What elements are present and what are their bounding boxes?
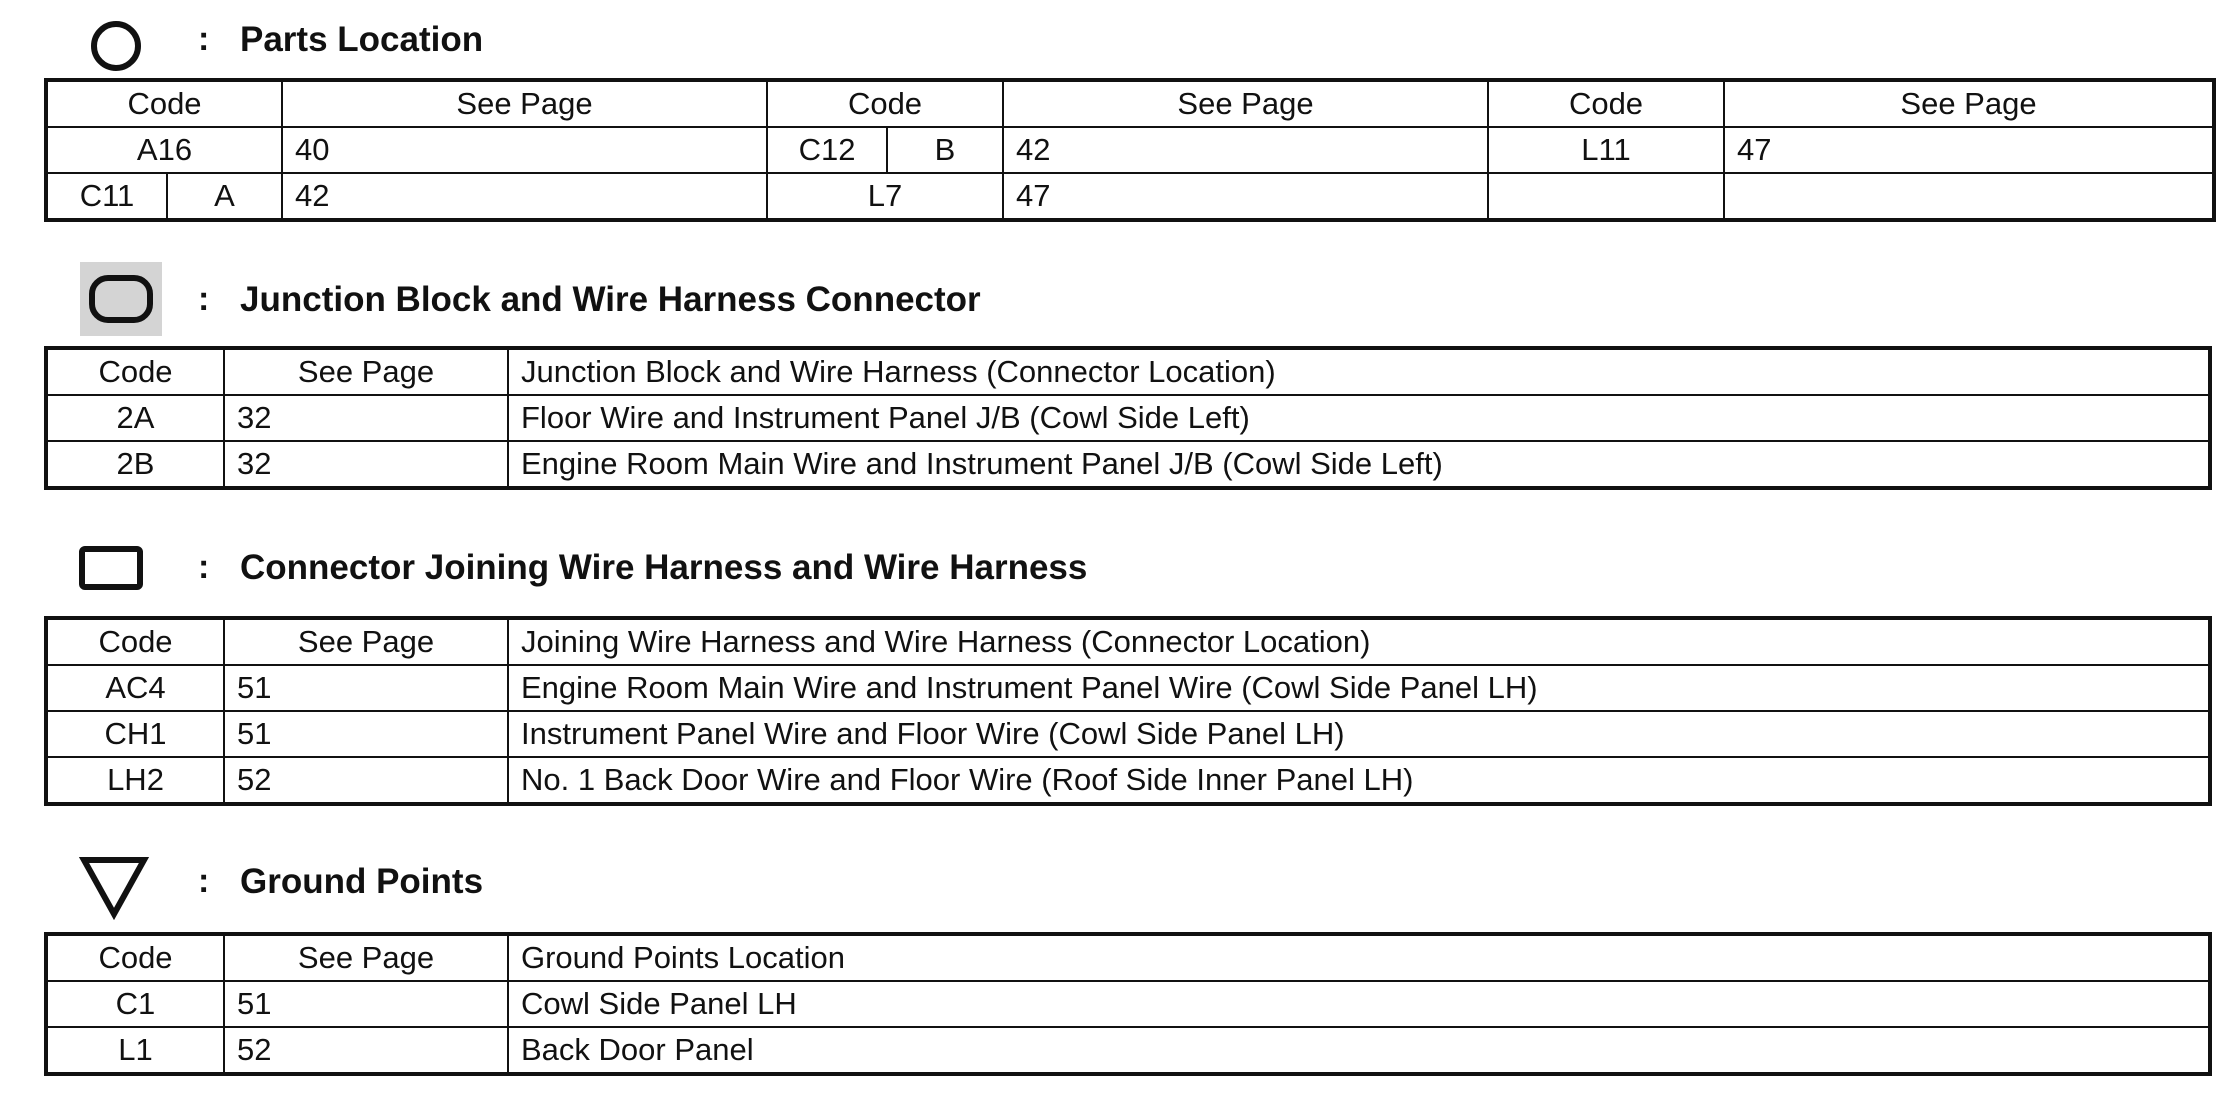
code-cell: L1 [46,1027,224,1074]
header-see-page: See Page [1724,80,2214,127]
ground-points-heading [0,848,2240,918]
page-cell: 42 [1003,127,1488,173]
table-row [46,757,2210,804]
code-cell: L7 [767,173,1003,220]
table-row [46,395,2210,441]
section-title: Ground Points [240,862,484,901]
table-header-row [46,934,2210,981]
ground-points-table [44,932,2212,1076]
header-see-page: See Page [1003,80,1488,127]
page-cell: 47 [1003,173,1488,220]
header-location: Ground Points Location [508,934,2210,981]
code-cell [767,127,1003,173]
heading-colon: : [198,548,210,586]
location-cell: No. 1 Back Door Wire and Floor Wire (Roof Side Inner Panel LH) [508,757,2210,804]
location-cell: Engine Room Main Wire and Instrument Panel J/B (Cowl Side Left) [508,441,2210,488]
rect-icon [78,544,146,594]
page-cell: 40 [282,127,767,173]
code-cell: 2B [46,441,224,488]
code-cell: 2A [46,395,224,441]
location-cell: Instrument Panel Wire and Floor Wire (Cowl Side Panel LH) [508,711,2210,757]
location-cell: Back Door Panel [508,1027,2210,1074]
header-code: Code [1488,80,1724,127]
table-header-row [46,348,2210,395]
code-cell [1488,173,1724,220]
page-cell: 42 [282,173,767,220]
page-cell: 51 [224,711,508,757]
parts-location-heading [0,6,2240,76]
table-row [46,1027,2210,1074]
header-code: Code [767,80,1003,127]
table-row [46,711,2210,757]
page-cell [1724,173,2214,220]
heading-colon: : [198,862,210,900]
circle-icon [88,18,144,74]
location-cell: Floor Wire and Instrument Panel J/B (Cowl Side Left) [508,395,2210,441]
table-header-row [46,80,2214,127]
code-cell: L11 [1488,127,1724,173]
page-cell: 51 [224,981,508,1027]
code-cell: C1 [46,981,224,1027]
header-code: Code [46,934,224,981]
code-cell: A16 [46,127,282,173]
code-cell: AC4 [46,665,224,711]
parts-location-table [44,78,2216,222]
connector-joining-heading [0,532,2240,602]
code-subcode: A [214,178,235,213]
header-code: Code [46,80,282,127]
triangle-down-icon [78,854,150,920]
code-value: C12 [768,128,888,172]
table-row [46,127,2214,173]
heading-colon: : [198,20,210,58]
section-title: Junction Block and Wire Harness Connector [240,280,981,319]
code-subcode: B [934,132,956,167]
heading-colon: : [198,280,210,318]
header-location: Junction Block and Wire Harness (Connector Location) [508,348,2210,395]
junction-block-heading [0,262,2240,332]
page-cell: 52 [224,757,508,804]
table-row [46,981,2210,1027]
header-see-page: See Page [224,348,508,395]
page-cell: 51 [224,665,508,711]
table-row [46,441,2210,488]
header-see-page: See Page [282,80,767,127]
rounded-rect-icon [80,262,162,336]
location-cell: Engine Room Main Wire and Instrument Panel Wire (Cowl Side Panel LH) [508,665,2210,711]
table-row [46,173,2214,220]
page-cell: 52 [224,1027,508,1074]
header-see-page: See Page [224,618,508,665]
code-value: C11 [48,174,168,218]
junction-block-table [44,346,2212,490]
table-row [46,665,2210,711]
page-cell: 32 [224,441,508,488]
code-cell: LH2 [46,757,224,804]
page-cell: 32 [224,395,508,441]
location-cell: Cowl Side Panel LH [508,981,2210,1027]
connector-joining-table [44,616,2212,806]
header-code: Code [46,348,224,395]
header-location: Joining Wire Harness and Wire Harness (Connector Location) [508,618,2210,665]
table-header-row [46,618,2210,665]
page-cell: 47 [1724,127,2214,173]
code-cell: CH1 [46,711,224,757]
section-title: Parts Location [240,20,484,59]
header-see-page: See Page [224,934,508,981]
header-code: Code [46,618,224,665]
section-title: Connector Joining Wire Harness and Wire Harness [240,548,1088,587]
code-cell [46,173,282,220]
